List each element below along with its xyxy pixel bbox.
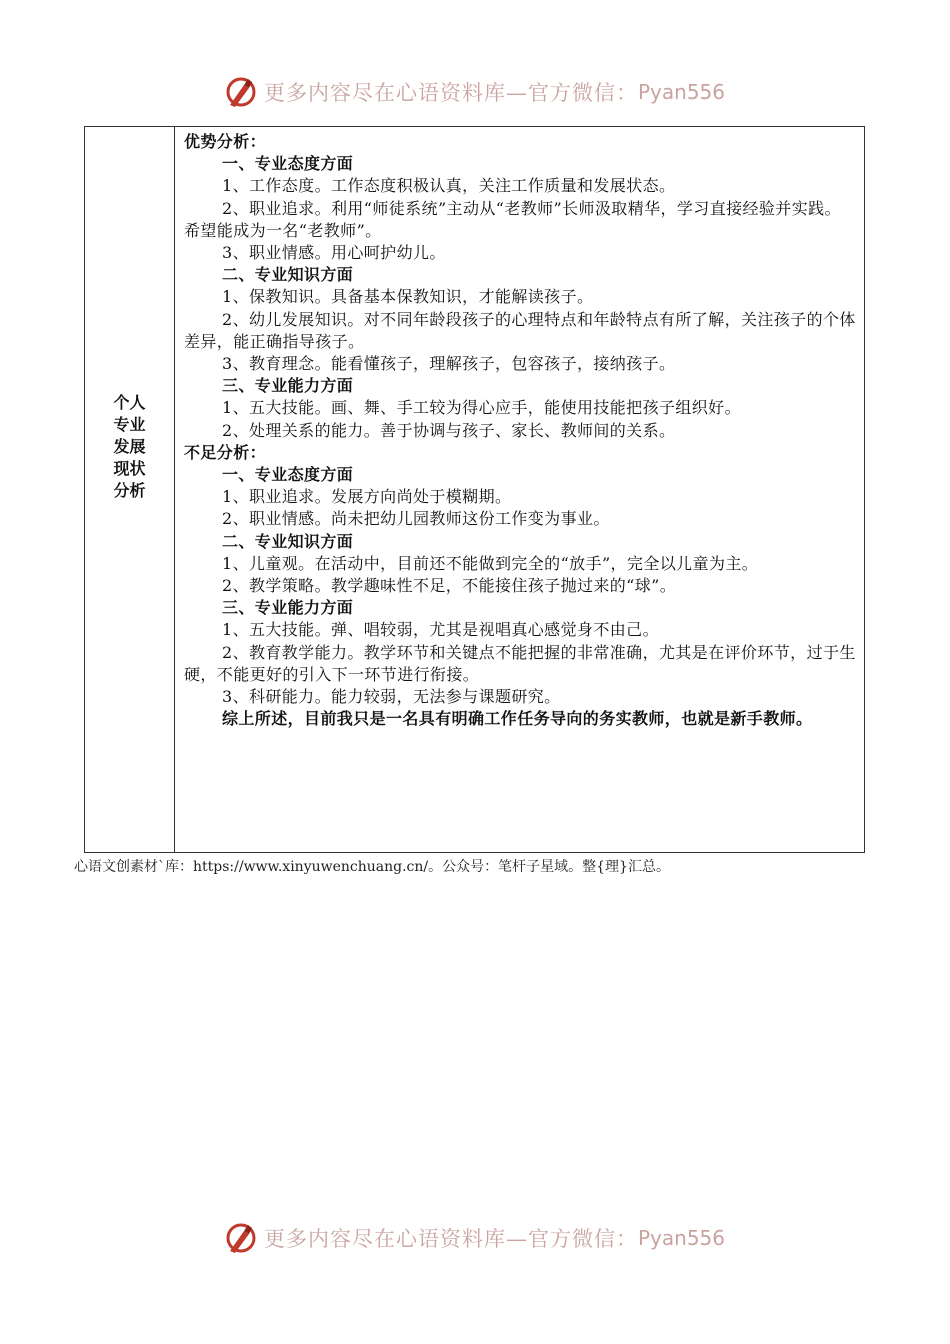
- section-heading: 三、专业能力方面: [222, 376, 354, 396]
- content-line: 3、科研能力。能力较弱，无法参与课题研究。: [222, 687, 561, 707]
- pen-logo-icon: [224, 75, 258, 109]
- table-content-cell: [175, 127, 864, 852]
- watermark-text: 更多内容尽在心语资料库—官方微信：: [264, 1227, 638, 1251]
- content-line: 3、教育理念。能看懂孩子，理解孩子，包容孩子，接纳孩子。: [222, 354, 676, 374]
- content-line: 2、职业情感。尚未把幼儿园教师这份工作变为事业。: [222, 509, 610, 529]
- footer-note: 心语文创素材`库：https://www.xinyuwenchuang.cn/。公众号：笔杆子星域。整{理}汇总。: [74, 859, 670, 875]
- content-line: 1、工作态度。工作态度积极认真，关注工作质量和发展状态。: [222, 176, 676, 196]
- analysis-table: [84, 126, 865, 853]
- section-heading: 三、专业能力方面: [222, 598, 354, 618]
- content-line: 1、五大技能。弹、唱较弱，尤其是视唱真心感觉身不由己。: [222, 620, 659, 640]
- section-heading: 二、专业知识方面: [222, 265, 354, 285]
- pen-logo-icon: [224, 1221, 258, 1255]
- section-heading: 不足分析：: [184, 442, 267, 462]
- watermark-id: Pyan556: [638, 1226, 726, 1250]
- content-line: 2、教学策略。教学趣味性不足，不能接住孩子抛过来的“球”。: [222, 576, 677, 596]
- content-line: 2、职业追求。利用“师徒系统”主动从“老教师”长师汲取精华，学习直接经验并实践。希望能成为一名“老教师”。: [184, 198, 841, 240]
- section-heading: 一、专业态度方面: [222, 154, 354, 174]
- footer-watermark: [224, 1220, 744, 1256]
- content-line: 2、幼儿发展知识。对不同年龄段孩子的心理特点和年龄特点有所了解，关注孩子的个体差异，能正确指导孩子。: [184, 309, 856, 351]
- section-heading: 一、专业态度方面: [222, 465, 354, 485]
- watermark-id: Pyan556: [638, 80, 726, 104]
- content-line: 1、职业追求。发展方向尚处于模糊期。: [222, 487, 512, 507]
- watermark-text: 更多内容尽在心语资料库—官方微信：: [264, 81, 638, 105]
- content-line: 2、处理关系的能力。善于协调与孩子、家长、教师间的关系。: [222, 420, 676, 440]
- section-heading: 优势分析：: [184, 132, 267, 151]
- content-line: 1、五大技能。画、舞、手工较为得心应手，能使用技能把孩子组织好。: [222, 398, 741, 418]
- table-left-cell: [85, 127, 175, 852]
- left-label: 个人专业发展现状分析: [113, 392, 146, 500]
- content-line: 3、职业情感。用心呵护幼儿。: [222, 243, 446, 263]
- content-line: 1、儿童观。在活动中，目前还不能做到完全的“放手”，完全以儿童为主。: [222, 553, 759, 573]
- section-heading: 二、专业知识方面: [222, 531, 354, 551]
- content-line: 2、教育教学能力。教学环节和关键点不能把握的非常准确，尤其是在评价环节，过于生硬，不能更好的引入下一环节进行衔接。: [184, 642, 856, 684]
- conclusion-text: 综上所述，目前我只是一名具有明确工作任务导向的务实教师，也就是新手教师。: [222, 709, 813, 729]
- content-line: 1、保教知识。具备基本保教知识，才能解读孩子。: [222, 287, 594, 307]
- header-watermark: [224, 74, 744, 110]
